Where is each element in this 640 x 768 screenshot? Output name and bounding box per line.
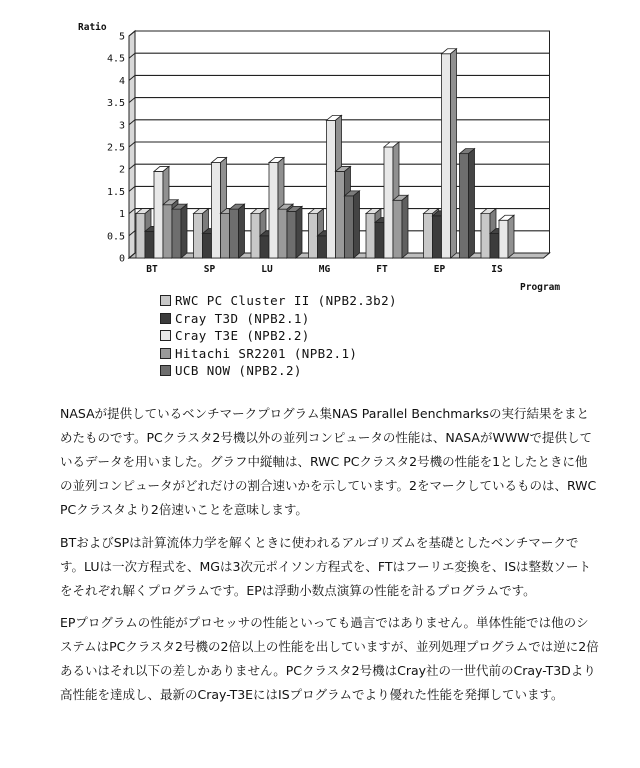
- x-tick-label: IS: [491, 264, 503, 275]
- legend-item: [160, 345, 397, 363]
- x-tick-label: EP: [433, 264, 446, 275]
- legend-label: Cray T3D (NPB2.1): [175, 310, 310, 326]
- bar: [194, 214, 203, 258]
- bar: [345, 196, 354, 258]
- legend-label: UCB NOW (NPB2.2): [175, 363, 302, 379]
- y-tick-label: 2.5: [106, 142, 125, 154]
- bar-side: [239, 204, 245, 258]
- y-tick-label: 4.5: [106, 53, 125, 65]
- bar: [136, 214, 145, 258]
- bar: [460, 154, 469, 258]
- legend-swatch: [160, 348, 171, 359]
- bar-chart: [0, 0, 640, 300]
- bar: [212, 163, 221, 258]
- x-tick-label: BT: [146, 264, 158, 275]
- x-axis-label: Program: [520, 282, 561, 293]
- legend-label: Hitachi SR2201 (NPB2.1): [175, 345, 358, 361]
- y-tick-label: 5: [118, 31, 125, 43]
- bar-side: [296, 206, 302, 258]
- bar: [481, 214, 490, 258]
- paragraph-analysis: EPプログラムの性能がプロセッサの性能といっても過言ではありません。単体性能では他のシステムはPCクラスタ2号機の2倍以上の性能を出していますが、並列処理プログラムでは逆に2倍あるいはそれ以下の差しかありません。PCクラスタ2号機はCray社の一世代前のCray-T3Dより高性能を達成し、最新のCray-T3EにはISプログラムでより優れた性能を発揮しています。: [60, 615, 599, 702]
- description-text: [60, 402, 600, 716]
- bar: [433, 216, 442, 258]
- bar: [203, 234, 212, 258]
- bar-side: [354, 191, 360, 258]
- bar: [327, 120, 336, 258]
- y-axis-label: Ratio: [78, 22, 107, 33]
- y-tick-label: 2: [118, 164, 125, 176]
- legend-swatch: [160, 330, 171, 341]
- legend-swatch: [160, 295, 171, 306]
- bar: [172, 209, 181, 258]
- y-tick-label: 0: [118, 253, 125, 265]
- y-tick-label: 4: [118, 75, 125, 87]
- x-tick-label: FT: [376, 264, 388, 275]
- bar: [366, 214, 375, 258]
- bar: [442, 54, 451, 258]
- bar: [309, 214, 318, 258]
- bar: [230, 209, 239, 258]
- x-tick-label: LU: [261, 264, 273, 275]
- bar: [287, 211, 296, 258]
- bar: [163, 205, 172, 258]
- bar: [260, 236, 269, 258]
- bar: [251, 214, 260, 258]
- legend-item: [160, 362, 397, 380]
- legend-item: [160, 292, 397, 310]
- chart-legend: [160, 292, 397, 380]
- x-tick-label: MG: [318, 264, 331, 275]
- legend-label: Cray T3E (NPB2.2): [175, 328, 310, 344]
- bar: [336, 171, 345, 258]
- paragraph-results: NASAが提供しているベンチマークプログラム集NAS Parallel Benchmarksの実行結果をまとめたものです。PCクラスタ2号機以外の並列コンピュータの性能は、NASAがWWWで提供しているデータを用いました。グラフ中縦軸は、RWC PCクラスタ2号機の性能を1としたときに他の並列コンピュータがどれだけの割合速いかを示しています。2をマークしているものは、RWC PCクラスタより2倍速いことを意味します。: [60, 406, 597, 517]
- bar: [154, 171, 163, 258]
- bar: [393, 200, 402, 258]
- y-tick-label: 3.5: [106, 98, 125, 110]
- paragraph-programs: BTおよびSPは計算流体力学を解くときに使われるアルゴリズムを基礎としたベンチマークです。LUは一次方程式を、MGは3次元ポイソン方程式を、FTはフーリエ変換を、ISは整数ソートをそれぞれ解くプログラムです。EPは浮動小数点演算の性能を計るプログラムです。: [60, 534, 592, 598]
- bar-side: [508, 215, 514, 258]
- bar: [384, 147, 393, 258]
- legend-swatch: [160, 313, 171, 324]
- bar: [269, 163, 278, 258]
- bar: [499, 220, 508, 258]
- bar: [318, 236, 327, 258]
- bar: [490, 234, 499, 258]
- bar: [375, 222, 384, 258]
- y-tick-label: 3: [118, 120, 125, 132]
- legend-swatch: [160, 365, 171, 376]
- bar-side: [451, 49, 457, 258]
- legend-item: [160, 327, 397, 345]
- bar: [278, 209, 287, 258]
- bar-side: [402, 195, 408, 258]
- bar-side: [469, 149, 475, 258]
- bar: [145, 231, 154, 258]
- legend-item: [160, 310, 397, 328]
- bar-side: [181, 204, 187, 258]
- bar: [221, 214, 230, 258]
- y-tick-label: 0.5: [106, 231, 125, 243]
- x-tick-label: SP: [203, 264, 216, 275]
- y-tick-label: 1: [118, 209, 125, 221]
- y-tick-label: 1.5: [106, 186, 125, 198]
- legend-label: RWC PC Cluster II (NPB2.3b2): [175, 293, 397, 309]
- bar: [424, 214, 433, 258]
